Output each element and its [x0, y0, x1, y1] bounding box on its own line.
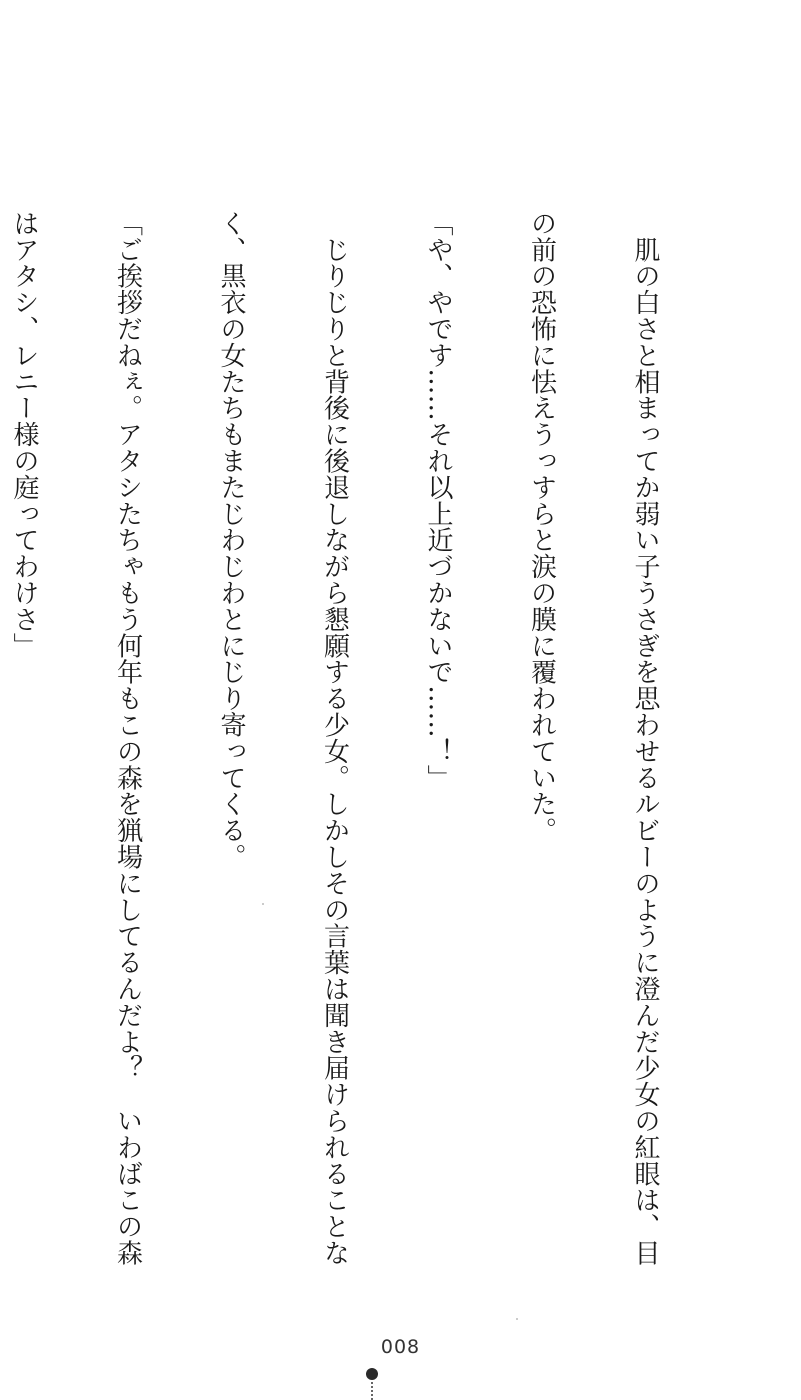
- text-line: 「ご挨拶だねぇ。アタシたちゃもう何年もこの森を猟場にしてるんだよ？ いわばこの森: [112, 210, 143, 1266]
- text-line: く、黒衣の女たちもまたじわじわとにじり寄ってくる。: [216, 210, 246, 870]
- text-line: 「や、やです……それ以上近づかないで……！」: [423, 210, 453, 791]
- text-line: の前の恐怖に怯えうっすらと涙の膜に覆われていた。: [526, 210, 557, 844]
- paper-speck: [262, 903, 264, 905]
- text-line: じりじりと背後に後退しながら懇願する少女。しかしその言葉は聞き届けられることな: [319, 210, 350, 1266]
- page-number: 008: [380, 1336, 421, 1358]
- page-marker-dot-icon: [366, 1368, 378, 1380]
- paper-speck: [516, 1318, 518, 1320]
- vertical-text-block: [0, 210, 731, 1266]
- text-line: はアタシ、レニー様の庭ってわけさ」: [9, 210, 39, 659]
- text-line: 肌の白さと相まってか弱い子うさぎを思わせるルビーのように澄んだ少女の紅眼は、目: [630, 210, 660, 1266]
- page-marker-dotted-line: [371, 1382, 375, 1400]
